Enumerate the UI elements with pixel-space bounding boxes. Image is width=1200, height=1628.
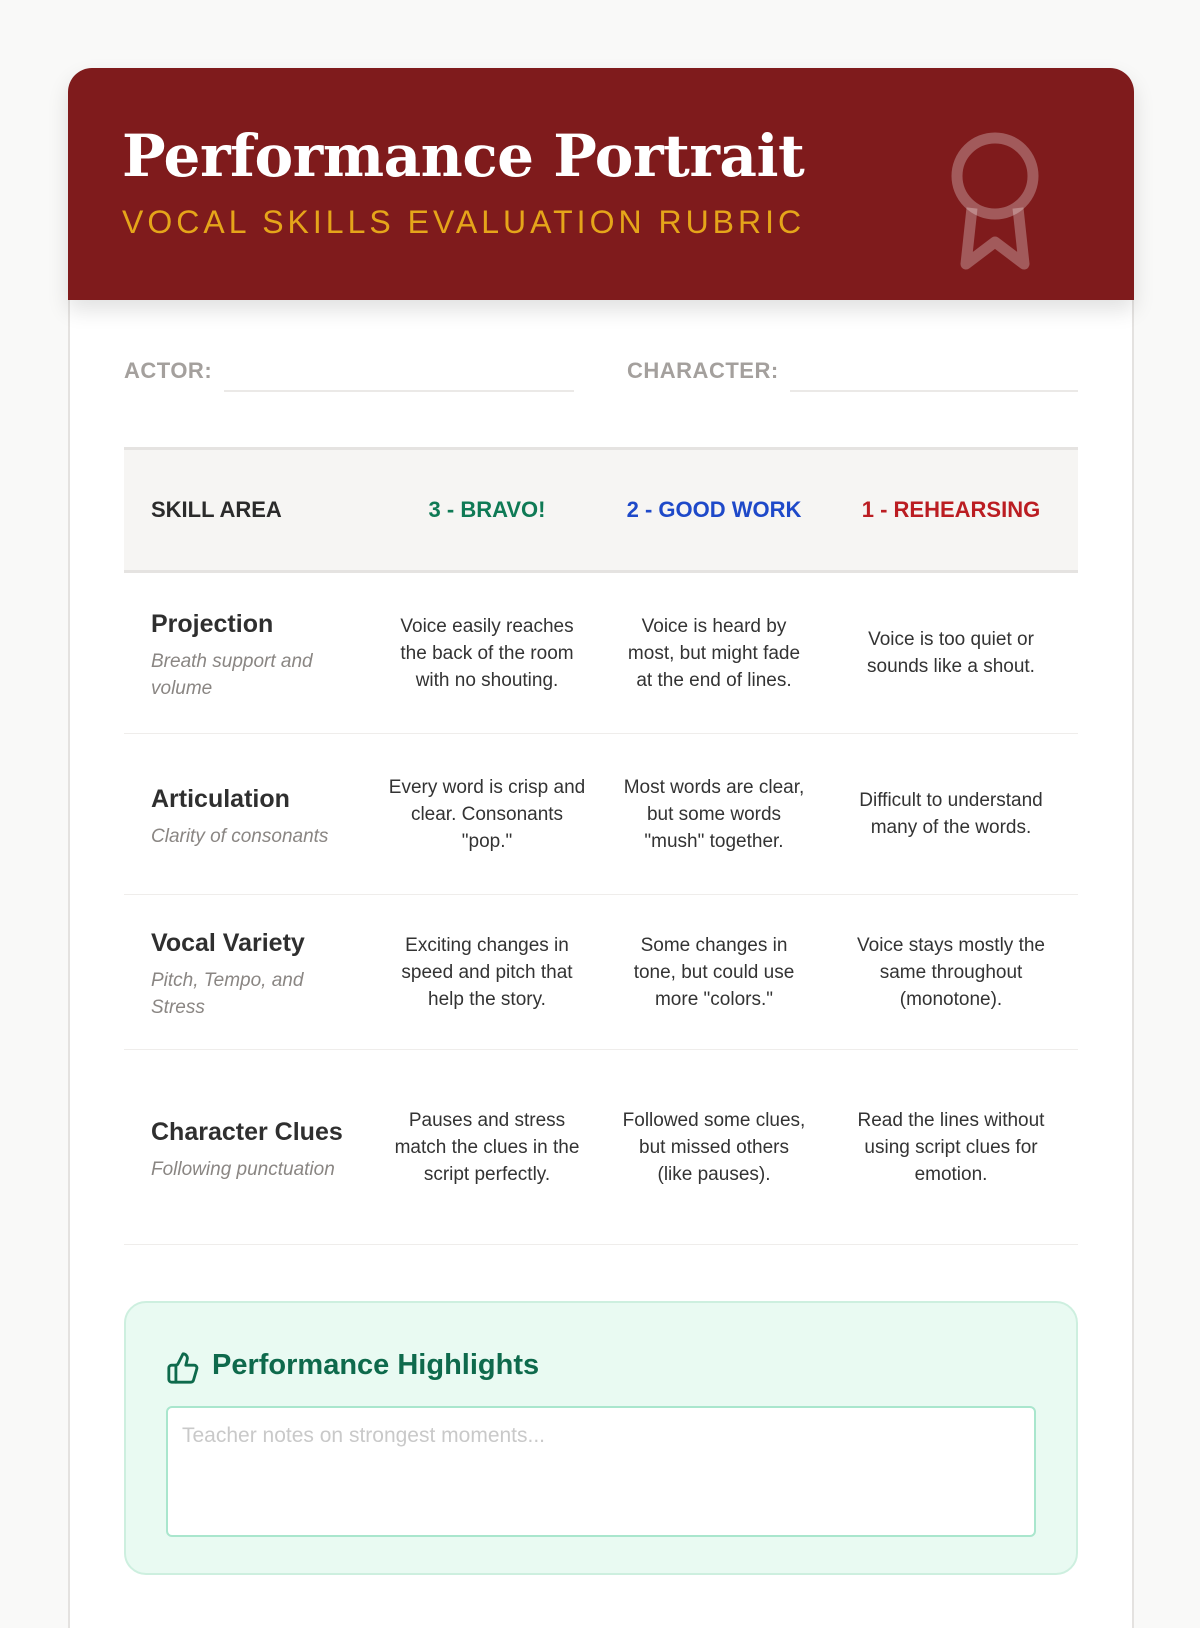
good-cell: Some changes in tone, but could use more "colors." bbox=[633, 934, 795, 1010]
skill-cell bbox=[124, 604, 370, 702]
skill-description: Following punctuation bbox=[151, 1158, 335, 1180]
rehearsing-cell: Voice stays mostly the same throughout (monotone). bbox=[857, 934, 1045, 1010]
teacher-notes-input[interactable] bbox=[166, 1406, 1036, 1537]
header-banner bbox=[68, 68, 1134, 300]
table-row bbox=[124, 573, 1078, 734]
bravo-cell: Pauses and stress match the clues in the script perfectly. bbox=[394, 1109, 580, 1185]
character-label: CHARACTER: bbox=[627, 358, 779, 383]
rehearsing-cell: Difficult to understand many of the words. bbox=[859, 790, 1043, 838]
header-bravo: 3 - BRAVO! bbox=[428, 497, 546, 522]
table-row bbox=[124, 895, 1078, 1050]
table-header bbox=[124, 447, 1078, 573]
bravo-cell: Every word is crisp and clear. Consonants "pop." bbox=[388, 776, 586, 852]
skill-name: Character Clues bbox=[151, 1117, 343, 1146]
performance-highlights-panel bbox=[124, 1301, 1078, 1575]
skill-description: Clarity of consonants bbox=[151, 825, 329, 847]
skill-cell bbox=[124, 1112, 370, 1183]
skill-description: Breath support and volume bbox=[151, 651, 313, 699]
rubric-table bbox=[124, 447, 1078, 1245]
good-cell: Voice is heard by most, but might fade at the end of lines. bbox=[627, 615, 801, 691]
skill-cell bbox=[124, 779, 370, 850]
good-cell: Most words are clear, but some words "mush" together. bbox=[623, 776, 805, 852]
bravo-cell: Voice easily reaches the back of the room with no shouting. bbox=[400, 615, 574, 691]
skill-cell bbox=[124, 923, 370, 1021]
page-title: Performance Portrait bbox=[122, 122, 805, 190]
skill-name: Articulation bbox=[151, 784, 290, 813]
character-field[interactable] bbox=[790, 390, 1078, 392]
actor-field[interactable] bbox=[224, 390, 574, 392]
award-ribbon-icon bbox=[950, 124, 1070, 284]
rehearsing-cell: Read the lines without using script clues for emotion. bbox=[857, 1109, 1045, 1185]
table-row bbox=[124, 734, 1078, 895]
header-good-work: 2 - GOOD WORK bbox=[626, 497, 802, 522]
page-subtitle: VOCAL SKILLS EVALUATION RUBRIC bbox=[122, 204, 806, 240]
header-rehearsing: 1 - REHEARSING bbox=[861, 497, 1041, 522]
skill-description: Pitch, Tempo, and Stress bbox=[151, 970, 304, 1018]
thumbs-up-icon bbox=[166, 1351, 200, 1385]
skill-name: Projection bbox=[151, 610, 274, 638]
rehearsing-cell: Voice is too quiet or sounds like a shout. bbox=[867, 629, 1035, 677]
highlights-title: Performance Highlights bbox=[212, 1349, 540, 1381]
good-cell: Followed some clues, but missed others (like pauses). bbox=[622, 1109, 806, 1185]
skill-name: Vocal Variety bbox=[151, 929, 305, 957]
header-skill-area: SKILL AREA bbox=[151, 497, 282, 522]
actor-label: ACTOR: bbox=[124, 358, 213, 383]
table-row bbox=[124, 1050, 1078, 1245]
bravo-cell: Exciting changes in speed and pitch that help the story. bbox=[401, 934, 573, 1010]
